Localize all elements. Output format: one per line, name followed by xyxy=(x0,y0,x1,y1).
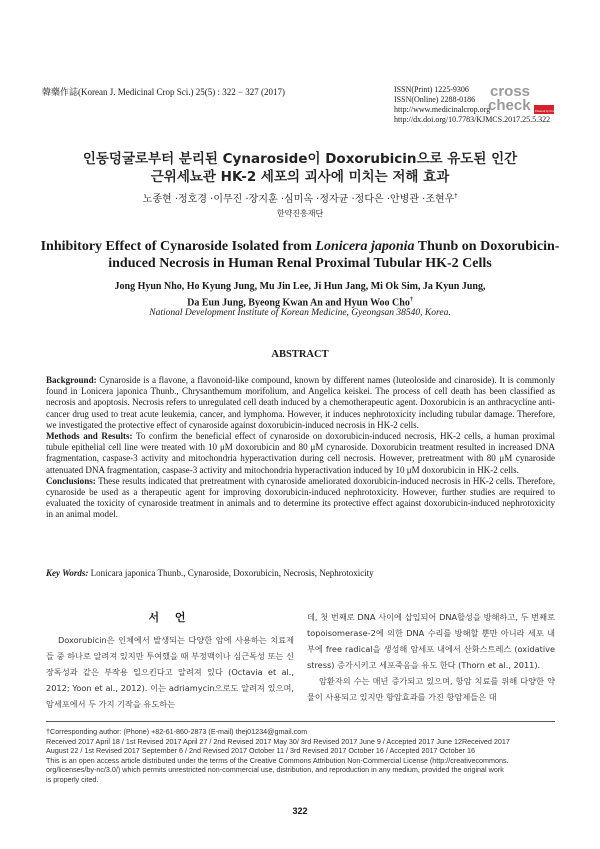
methods-text: To confirm the beneficial effect of cynaroside on doxorubicin-induced necrosis, HK-2 cells, a human proximal tubule epithelial cell line were treated with 10 μM doxorubicin and 80 μM cynaroside. Doxorubicin treatment resulted in increased DNA fragmentation, caspase-3 activity and mitochondria hyperactivation during cell necrosis. However, pretreatment with 80 μM cynaroside attenuated DNA fragmentation, caspase-3 activity and mitochondria hyperactivation induced by 10 μM doxorubicin in HK-2 cells. xyxy=(46,431,555,475)
issn-print: ISSN(Print) 1225-9306 xyxy=(394,85,469,94)
doi-link[interactable]: http://dx.doi.org/10.7783/KJMCS.2017.25.5.322 xyxy=(394,115,551,124)
intro-column-1: Doxorubicin은 인체에서 발생되는 다양한 암에 사용하는 치료제들 중 하나로 알려져 있지만 투여했을 때 부정맥이나 심근독성 또는 신장독성과 같은 부작용 일으킨다고 알려져 있다 (Octavia et al., 2012; Yoon et al., 2012). 이는 adriamycin으로도 알려져 있으며, 암세포에서 두 가지 기작을 유도하는 xyxy=(46,635,294,709)
korean-title-line1: 인동덩굴로부터 분리된 Cynaroside이 Doxorubicin으로 유도된 인간 xyxy=(82,151,518,167)
conclusions-label: Conclusions: xyxy=(46,475,96,486)
english-title-part2: Thunb on Doxorubicin-induced Necrosis in Human Renal Proximal Tubular HK-2 Cells xyxy=(108,239,560,271)
english-affiliation: National Development Institute of Korean Medicine, Gyeongsan 38540, Korea. xyxy=(149,308,451,318)
intro-col2-para2: 암환자의 수는 매년 증가되고 있으며, 항암 치료를 위해 다양한 약물이 사용되고 있지만 항암효과를 가진 항암제들은 대 xyxy=(307,676,555,702)
intro-heading: 서 언 xyxy=(148,611,192,624)
english-authors-line1: Jong Hyun Nho, Ho Kyung Jung, Mu Jin Lee, Ji Hun Jang, Mi Ok Sim, Ja Kyun Jung, xyxy=(114,281,486,292)
english-authors-line2: Da Eun Jung, Byeong Kwan An and Hyun Woo Cho xyxy=(187,296,410,308)
keywords-text: Lonicara japonica Thunb., Cynaroside, Doxorubicin, Necrosis, Nephrotoxicity xyxy=(88,568,374,578)
footnote-corresponding: †Corresponding author: (Phone) +82-61-860-2873 (E-mail) thej01234@gmail.com xyxy=(46,727,308,736)
korean-affiliation: 한약진흥재단 xyxy=(276,209,324,218)
keywords xyxy=(46,568,555,578)
korean-authors xyxy=(0,190,600,205)
website-link[interactable]: http://www.medicinalcrop.org xyxy=(394,105,491,114)
abstract-methods xyxy=(46,431,555,476)
abstract-conclusions xyxy=(46,476,555,521)
background-text: Cynaroside is a flavone, a flavonoid-like compound, known by different names (luteoloside and cinaroside). It is commonly found in Lonicera japonica Thunb., Chrysanthemum morifolium, and Angelica keiskei. The process of cell death has been classified as necrosis and apoptosis. Necrosis refers to unregulated cell death induced by a chemotherapeutic agent. Doxorubicin is an anthracycline anti-cancer drug used to treat acute leukemia, cancer, and lymphoma. However, it induces nephrotoxicity including tubular damage. Therefore, we investigated the protective effect of cynaroside against doxorubicin-induced necrosis in HK-2 cells. xyxy=(46,375,555,430)
corresponding-mark-en: † xyxy=(409,296,413,303)
english-title-species: Lonicera japonia xyxy=(315,239,415,254)
journal-citation: 韓藥作誌(Korean J. Medicinal Crop Sci.) 25(5) : 322 − 327 (2017) xyxy=(42,87,286,97)
corresponding-mark-ko: † xyxy=(454,192,458,200)
abstract-background xyxy=(46,375,555,431)
issn-online: ISSN(Online) 2288-0186 xyxy=(394,95,476,104)
korean-title-line2: 근위세뇨관 HK-2 세포의 괴사에 미치는 저해 효과 xyxy=(150,169,450,185)
footnote-dates-2: August 22 / 1st Revised 2017 September 6 / 2nd Revised 2017 October 11 / 3rd Revised 2017 October 16 / Accepted 2017 October 16 xyxy=(46,746,475,756)
abstract-body xyxy=(46,375,555,521)
methods-label: Methods and Results: xyxy=(46,431,133,442)
english-title-part1: Inhibitory Effect of Cynaroside Isolated from xyxy=(40,239,316,254)
footnote xyxy=(46,727,566,785)
logo-caption: Powered by Crossref xyxy=(535,110,560,113)
footnote-license-2: org/licenses/by-nc/3.0/) which permits unrestricted non-commercial use, distribution, and reproduction in any medium, provided the original work xyxy=(46,765,504,775)
footnote-divider xyxy=(46,721,555,722)
crossmark-logo[interactable] xyxy=(488,82,560,116)
footnote-dates-1: Received 2017 April 18 / 1st Revised 2017 April 27 / 2nd Revised 2017 May 30/ 3rd Revised 2017 June 9 / Accepted 2017 June 12Received 2017 xyxy=(46,736,510,746)
keywords-label: Key Words: xyxy=(46,568,89,578)
korean-author-list: 노종현 ·정호경 ·이무진 ·장지훈 ·심미옥 ·정자균 ·정다은 ·안병관 ·조현우 xyxy=(142,194,455,205)
conclusions-text: These results indicated that pretreatment with cynaroside ameliorated doxorubicin-induced necrosis in HK-2 cells. Therefore, cynaroside be used as a therapeutic agent for improving doxorubicin-induced nephrotoxicity. However, further studies are required to evaluated the toxicity of cynaroside treatment in animals and to determine its protective effect against doxorubicin-induced nephrotoxicity in an animal model. xyxy=(46,475,555,520)
background-label: Background: xyxy=(46,375,97,385)
korean-title xyxy=(0,150,600,186)
english-title xyxy=(30,238,570,272)
english-authors xyxy=(40,281,560,309)
logo-text-bottom: check xyxy=(488,97,531,114)
logo-text-top: cross xyxy=(490,83,531,100)
intro-col2-para1: 데, 첫 번째로 DNA 사이에 삽입되어 DNA합성을 방해하고, 두 번째로 topoisomerase-2에 의한 DNA 수리를 방해할 뿐만 아니라 세포 내부에 free radical을 생성해 암세포 내에서 산화스트레스 (oxidative stress) 증가시키고 세포죽음을 유도 한다 (Thorn et al., 2011). xyxy=(307,612,555,670)
intro-column-2 xyxy=(307,609,555,705)
footnote-license-3: is properly cited. xyxy=(46,774,99,784)
footnote-license-1: This is an open access article distributed under the terms of the Creative Commons Attribution Non-Commercial License (http://creativecommons. xyxy=(46,755,509,765)
page-number: 322 xyxy=(292,806,308,816)
abstract-heading: ABSTRACT xyxy=(271,349,329,360)
